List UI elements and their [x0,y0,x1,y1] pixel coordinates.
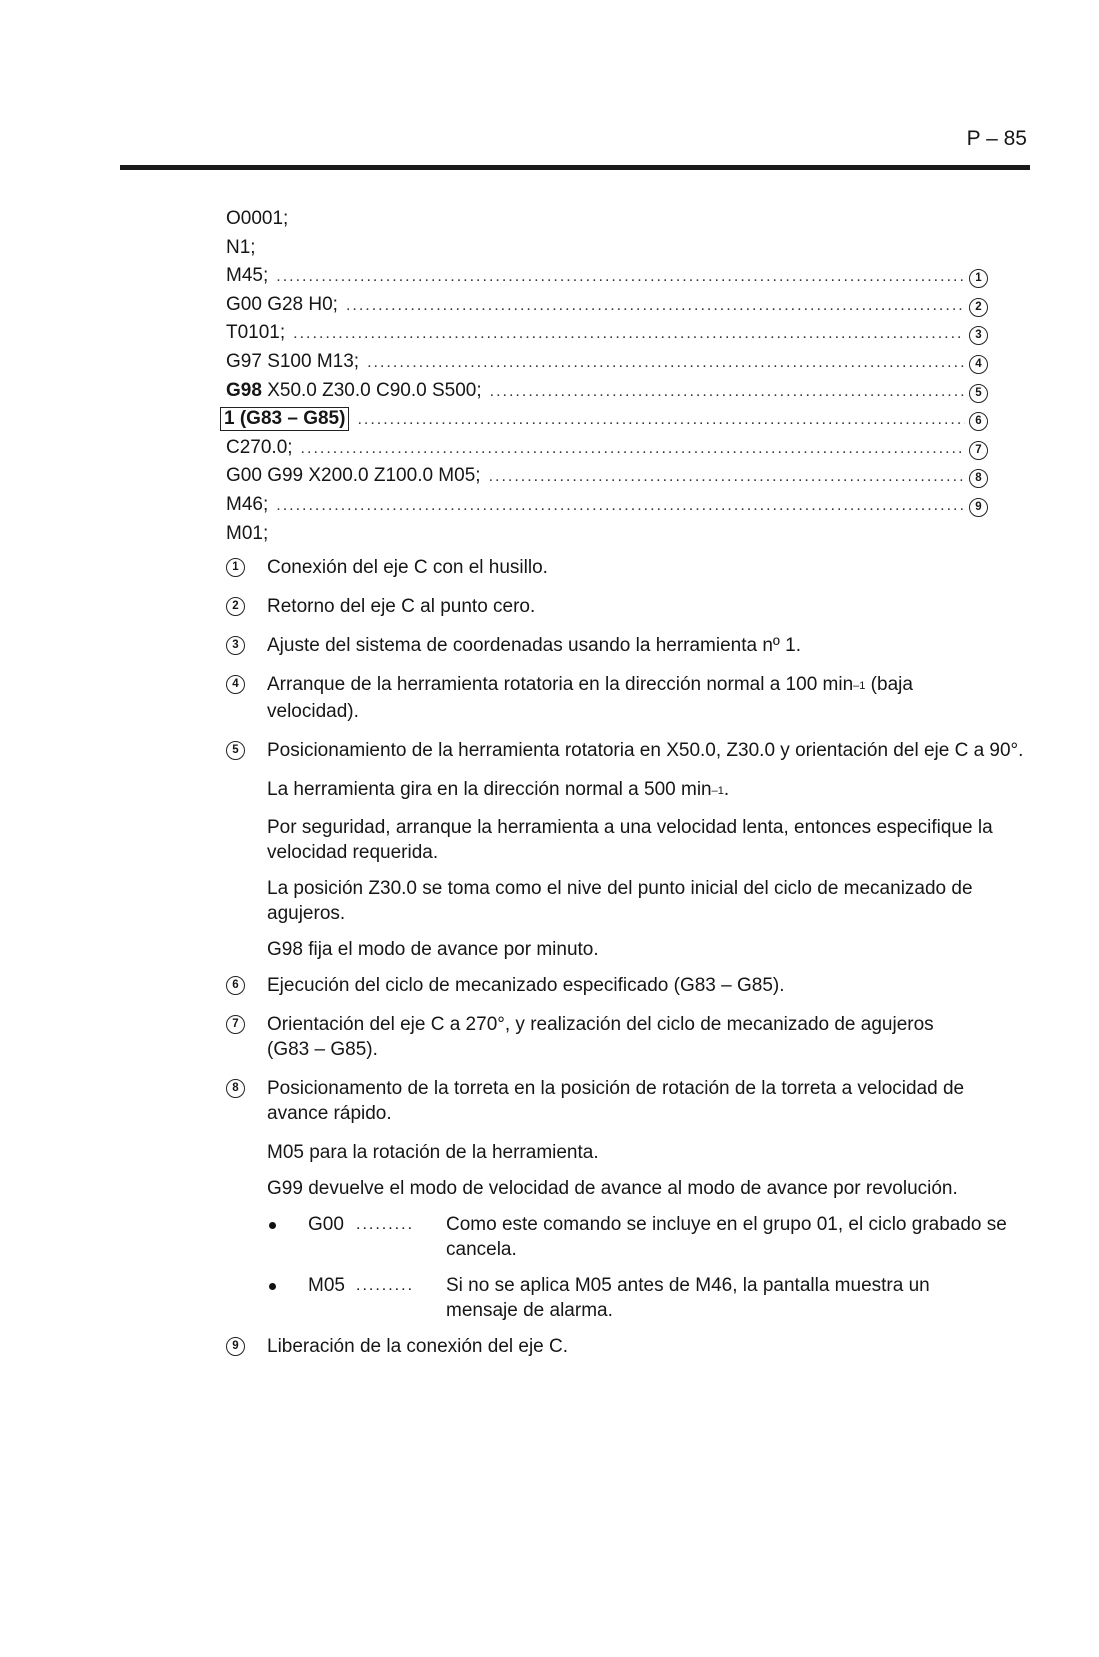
circled-number: 7 [969,441,988,460]
program-code [226,405,349,434]
circled-number: 8 [969,469,988,488]
program-line [226,348,988,377]
circled-number: 1 [226,558,245,577]
program-code-bold: G98 [226,379,262,401]
note-text-part: (baja velocidad). [267,674,913,722]
note-text: Ejecución del ciclo de mecanizado especificado (G83 – G85). [267,975,785,996]
dot-leader [367,349,965,378]
page-number: P – 85 [966,127,1027,150]
program-line [226,462,988,491]
note-7 [226,1012,1036,1062]
program-line [226,205,988,234]
program-line [226,234,988,263]
note-text [267,672,936,724]
boxed-cycle: 1 (G83 – G85) [220,407,349,431]
note-sub-text: G99 devuelve el modo de velocidad de avance al modo de avance por revolución. [267,1178,958,1199]
bullet-item [226,1212,1036,1262]
dot-leader [346,292,965,321]
circled-number: 4 [969,355,988,374]
note-text: Ajuste del sistema de coordenadas usando la herramienta nº 1. [267,635,801,656]
program-line [226,520,988,549]
circled-number: 4 [226,675,245,694]
bullet-item [226,1273,1036,1323]
note-text: Retorno del eje C al punto cero. [267,596,536,617]
bullet-code: M05 [308,1275,345,1296]
note-text: Orientación del eje C a 270°, y realización del ciclo de mecanizado de agujeros (G83 – G85). [267,1014,934,1060]
note-text: Conexión del eje C con el husillo. [267,557,548,578]
note-sub-text: Por seguridad, arranque la herramienta a una velocidad lenta, entonces especifique la velocidad requerida. [267,817,993,863]
dot-leader [293,320,965,349]
note-sub-text: G98 fija el modo de avance por minuto. [267,939,599,960]
circled-number: 6 [969,412,988,431]
bullet-dot [269,1283,276,1290]
circled-number: 1 [969,269,988,288]
program-code [226,377,482,406]
program-line [226,491,988,520]
note-6 [226,973,1036,998]
program-line [226,377,988,406]
superscript: –1 [853,680,866,692]
note-text-part: Arranque de la herramienta rotatoria en la dirección normal a 100 min [267,674,854,695]
circled-number: 7 [226,1015,245,1034]
program-code: M01; [226,522,269,544]
program-code: N1; [226,236,256,258]
circled-number: 8 [226,1079,245,1098]
program-line [226,291,988,320]
circled-number: 9 [969,498,988,517]
dot-leader [276,492,965,521]
program-code: T0101; [226,322,286,344]
bullet-text: Como este comando se incluye en el grupo 01, el ciclo grabado se cancela. [446,1214,1007,1260]
notes-list [226,555,1036,1359]
circled-number: 5 [969,384,988,403]
program-code: O0001; [226,208,289,229]
program-code: C270.0; [226,436,293,458]
program-code: G97 S100 M13; [226,350,360,372]
note-text: Posicionamento de la torreta en la posición de rotación de la torreta a velocidad de avance rápido. [267,1078,965,1124]
circled-number: 9 [226,1337,245,1356]
note-sub-text [267,777,1036,804]
note-text-part: La herramienta gira en la dirección normal a 500 min [267,779,712,800]
dot-leader [490,378,965,407]
note-1 [226,555,1036,580]
note-2 [226,594,1036,619]
circled-number: 2 [969,298,988,317]
program-line [226,319,988,348]
bullet-code: G00 [308,1214,344,1235]
note-8 [226,1076,1036,1201]
note-text-part: . [723,779,730,800]
program-code: G00 G28 H0; [226,293,338,315]
bullet-leader: ......... [356,1216,415,1233]
circled-number: 6 [226,976,245,995]
note-text: Posicionamiento de la herramienta rotatoria en X50.0, Z30.0 y orientación del eje C a 90°. [267,740,1024,761]
note-sub-text: M05 para la rotación de la herramienta. [267,1142,599,1163]
bullet-leader: ......... [356,1277,415,1294]
program-line [226,405,988,434]
header-rule [120,165,1030,170]
program-code: G00 G99 X200.0 Z100.0 M05; [226,465,481,487]
bullet-dot [269,1222,276,1229]
program-code: M45; [226,265,269,287]
note-5 [226,738,1036,962]
circled-number: 3 [969,326,988,345]
program-line [226,262,988,291]
note-text: Liberación de la conexión del eje C. [267,1336,569,1357]
note-3 [226,633,1036,658]
superscript: –1 [711,785,724,797]
program-listing [226,205,988,548]
note-sub-text: La posición Z30.0 se toma como el nive del punto inicial del ciclo de mecanizado de agujeros. [267,878,973,924]
dot-leader [357,406,965,435]
circled-number: 5 [226,741,245,760]
dot-leader [276,263,965,292]
dot-leader [301,435,965,464]
circled-number: 3 [226,636,245,655]
bullet-text: Si no se aplica M05 antes de M46, la pantalla muestra un mensaje de alarma. [446,1275,930,1321]
dot-leader [489,463,965,492]
program-code: M46; [226,493,269,515]
note-9 [226,1334,1036,1359]
note-4 [226,672,1036,724]
program-line [226,434,988,463]
program-code-rest: X50.0 Z30.0 C90.0 S500; [261,379,482,401]
circled-number: 2 [226,597,245,616]
